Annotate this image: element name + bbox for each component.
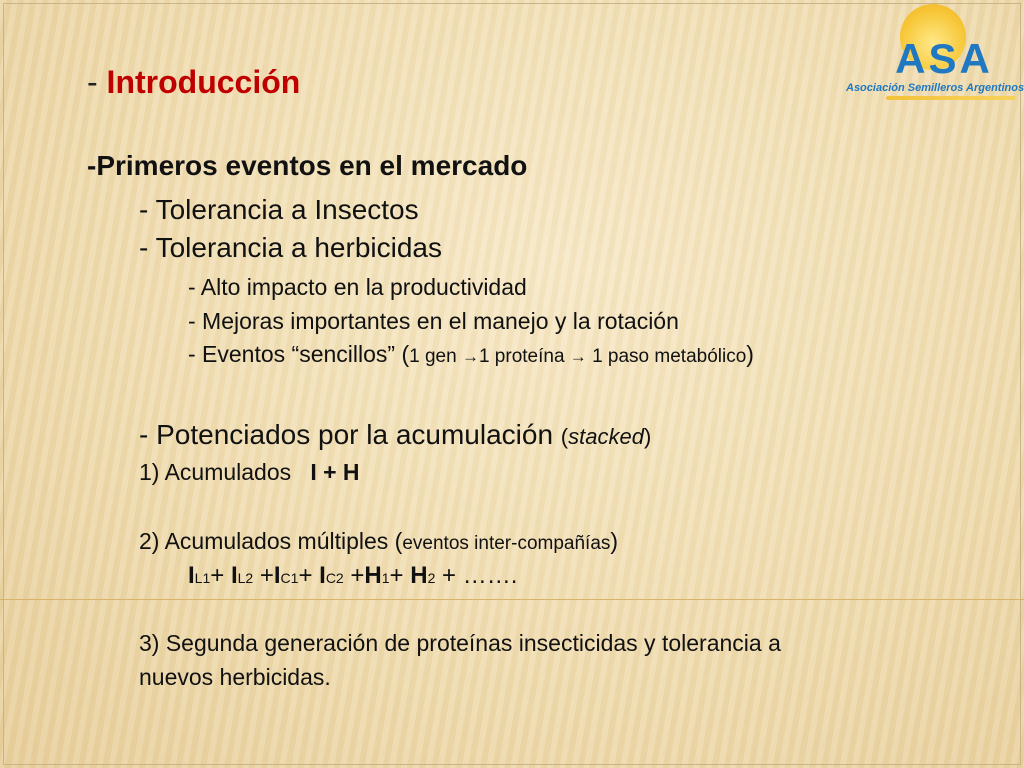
formula-sub: C2 xyxy=(325,570,344,586)
stacked-prefix: - Potenciados por la acumulación xyxy=(139,419,561,450)
item1-label: 1) Acumulados xyxy=(139,459,311,485)
formula-sub: C1 xyxy=(280,570,299,586)
sub-bullet-impact: - Alto impacto en la productividad xyxy=(188,274,527,300)
title-text: Introducción xyxy=(106,64,301,100)
formula-sub: L2 xyxy=(237,570,254,586)
item2-label: 2) Acumulados múltiples ( xyxy=(139,528,403,554)
formula-sub: L1 xyxy=(194,570,211,586)
arrow-icon: → xyxy=(569,347,587,366)
simple-events-protein: 1 proteína xyxy=(478,346,570,367)
item1-formula: I + H xyxy=(310,459,360,485)
stacked-paren-open: ( xyxy=(560,424,569,449)
formula-i: I xyxy=(273,562,281,589)
bullet-insect-tolerance: - Tolerancia a Insectos xyxy=(139,194,419,225)
sub-bullet-simple-events xyxy=(188,341,754,368)
logo-text: ASA xyxy=(895,35,993,82)
logo-subtitle: Asociación Semilleros Argentinos xyxy=(846,82,1024,94)
item2-detail: eventos inter-compañías xyxy=(402,533,611,554)
stacked-formula xyxy=(188,562,517,590)
title-dash: - xyxy=(87,64,107,100)
formula-plus: + xyxy=(210,562,231,589)
formula-tail: + ……. xyxy=(435,562,518,589)
item-acumulados-multiples xyxy=(139,528,618,555)
simple-events-prefix: - Eventos “sencillos” ( xyxy=(188,341,410,367)
formula-plus: + xyxy=(389,562,411,589)
stacked-word: stacked xyxy=(568,424,644,449)
formula-sub: 1 xyxy=(381,570,390,586)
stacked-paren-close: ) xyxy=(643,424,652,449)
divider-line xyxy=(0,599,1024,600)
sub-bullet-improvements: - Mejoras importantes en el manejo y la rotación xyxy=(188,308,679,334)
arrow-icon: → xyxy=(461,347,479,366)
formula-i: I xyxy=(188,562,195,589)
item-segunda-generacion-line1: 3) Segunda generación de proteínas insecticidas y tolerancia a xyxy=(139,630,781,656)
formula-i: I xyxy=(319,562,326,589)
formula-plus: + xyxy=(343,562,365,589)
asa-logo xyxy=(846,4,1022,100)
formula-sub: 2 xyxy=(427,570,436,586)
simple-events-gen: 1 gen xyxy=(409,346,462,367)
formula-i: I xyxy=(230,562,238,589)
formula-plus: + xyxy=(253,562,274,589)
formula-h: H xyxy=(410,562,428,589)
item-acumulados xyxy=(139,459,360,486)
item-segunda-generacion-line2: nuevos herbicidas. xyxy=(139,664,331,690)
formula-plus: + xyxy=(298,562,320,589)
logo-swoosh xyxy=(886,96,1016,100)
item2-close: ) xyxy=(610,528,619,554)
formula-h: H xyxy=(364,562,382,589)
heading-primeros-eventos: -Primeros eventos en el mercado xyxy=(87,150,528,181)
simple-events-suffix: ) xyxy=(746,341,754,367)
slide-title xyxy=(87,64,300,101)
simple-events-step: 1 paso metabólico xyxy=(586,346,747,367)
bullet-stacked xyxy=(139,419,651,451)
bullet-herbicide-tolerance: - Tolerancia a herbicidas xyxy=(139,232,442,263)
